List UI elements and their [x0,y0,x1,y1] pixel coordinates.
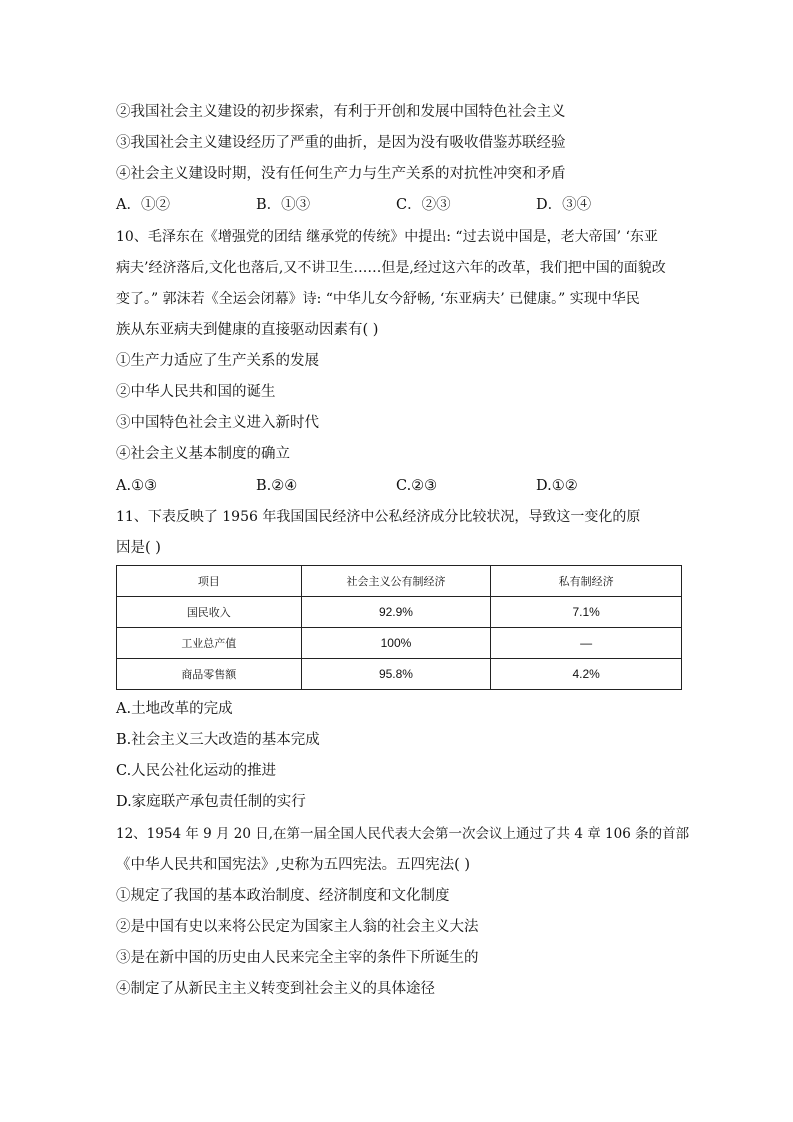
q10-statement-3: ③中国特色社会主义进入新时代 [116,415,319,431]
q10-option-c: C.②③ [396,478,438,494]
q9-statement-4: ④社会主义建设时期，没有任何生产力与生产关系的对抗性冲突和矛盾 [116,166,566,182]
q10-statement-1: ①生产力适应了生产关系的发展 [116,353,319,369]
table-header-row [117,566,682,597]
q10-statement-4: ④社会主义基本制度的确立 [116,446,290,462]
q12-statement-4: ④制定了从新民主主义转变到社会主义的具体途径 [116,981,435,997]
table-cell-private: 4.2% [491,659,682,690]
q12-statement-1: ①规定了我国的基本政治制度、经济制度和文化制度 [116,888,450,904]
q10-option-b: B.②④ [256,478,298,494]
table-cell-label: 国民收入 [117,597,302,628]
table-cell-label: 商品零售额 [117,659,302,690]
q10-stem-line-1: 10、毛泽东在《增强党的团结 继承党的传统》中提出: “过去说中国是，老大帝国’ ‘东亚 [116,229,658,245]
q10-option-a: A.①③ [116,478,158,494]
table-cell-public: 92.9% [301,597,491,628]
table-row [117,628,682,659]
q9-option-c: C．②③ [396,197,451,213]
q11-stem-line-1: 11、下表反映了 1956 年我国国民经济中公私经济成分比较状况，导致这一变化的原 [116,509,641,525]
q9-statement-3: ③我国社会主义建设经历了严重的曲折，是因为没有吸收借鉴苏联经验 [116,135,566,151]
table-cell-private: — [491,628,682,659]
table-cell-label: 工业总产值 [117,628,302,659]
q11-option-a: A.土地改革的完成 [116,701,233,717]
table-row [117,597,682,628]
q9-option-a: A．①② [116,197,170,213]
q9-option-d: D．③④ [536,197,592,213]
q10-stem-line-4: 族从东亚病夫到健康的直接驱动因素有( ) [116,322,379,338]
table-cell-private: 7.1% [491,597,682,628]
table-header-public: 社会主义公有制经济 [301,566,491,597]
q12-statement-3: ③是在新中国的历史由人民来完全主宰的条件下所诞生的 [116,950,479,966]
q10-stem-line-2: 病夫’经济落后,文化也落后,又不讲卫生……但是,经过这六年的改革，我们把中国的面貌改 [116,260,666,276]
table-cell-public: 100% [301,628,491,659]
q9-option-b: B．①③ [256,197,311,213]
q11-option-d: D.家庭联产承包责任制的实行 [116,794,306,810]
q11-option-b: B.社会主义三大改造的基本完成 [116,732,320,748]
q10-option-d: D.①② [536,478,578,494]
q11-stem-line-2: 因是( ) [116,540,161,556]
q9-statement-2: ②我国社会主义建设的初步探索，有利于开创和发展中国特色社会主义 [116,104,566,120]
q10-stem-line-3: 变了。” 郭沫若《全运会闭幕》诗: “中华儿女今舒畅, ‘东亚病夫’ 已健康。” 实现中华民 [116,291,640,307]
table-header-private: 私有制经济 [491,566,682,597]
q11-option-c: C.人民公社化运动的推进 [116,763,277,779]
economy-comparison-table [116,565,682,690]
q12-stem-line-2: 《中华人民共和国宪法》,史称为五四宪法。五四宪法( ) [116,857,471,873]
table-cell-public: 95.8% [301,659,491,690]
q12-stem-line-1: 12、1954 年 9 月 20 日,在第一届全国人民代表大会第一次会议上通过了共 4 章 106 条的首部 [116,826,690,842]
q10-statement-2: ②中华人民共和国的诞生 [116,384,276,400]
table-header-item: 项目 [117,566,302,597]
table-row [117,659,682,690]
q12-statement-2: ②是中国有史以来将公民定为国家主人翁的社会主义大法 [116,919,479,935]
